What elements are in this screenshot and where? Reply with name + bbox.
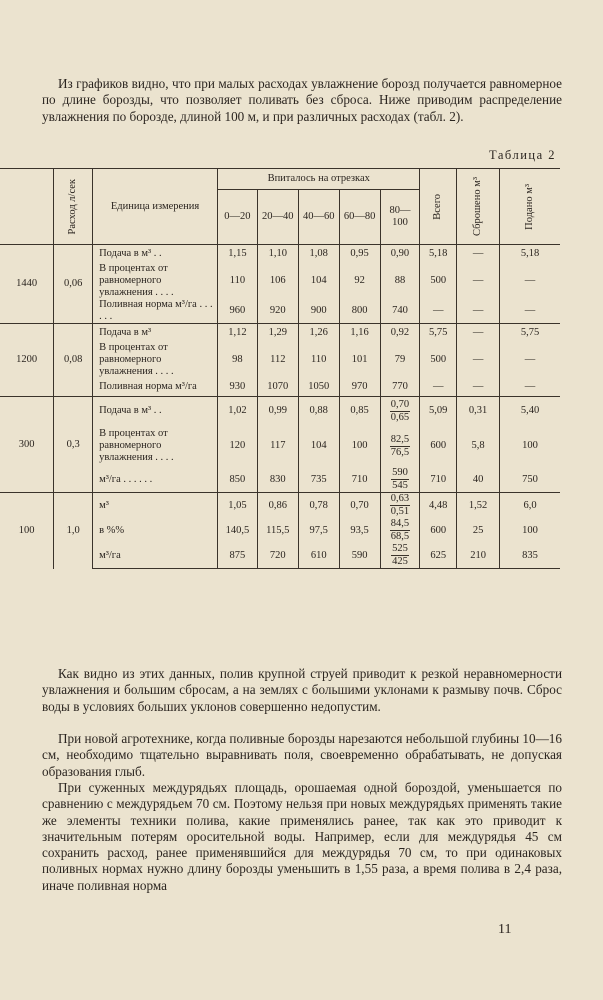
cell-value: 120 [218,425,258,467]
cell-value: 1,10 [257,245,298,264]
cell-supplied: 5,40 [500,397,560,426]
cell-total: 625 [420,543,457,569]
cell-supplied: — [500,378,560,397]
cell-value: 0,99 [257,397,298,426]
table-row [0,493,560,519]
cell-total: 4,48 [420,493,457,519]
cell-value: 112 [257,342,298,378]
cell-value: 1,08 [298,245,339,264]
cell-value: 740 [380,299,420,324]
fraction-value [390,399,410,424]
cell-value: 110 [298,342,339,378]
cell-total: — [420,299,457,324]
cell-unit-label: В процентах от равномерного увлажнения . . . . [93,263,218,299]
fraction-bottom: 425 [392,556,408,567]
cell-unit-label: Поливная норма м³/га . . . . . . [93,299,218,324]
cell-value: 1050 [298,378,339,397]
cell-value: 1,02 [218,397,258,426]
cell-value: 590 [339,543,380,569]
cell-value: 735 [298,467,339,493]
page-number: 11 [498,922,512,937]
cell-dumped: 1,52 [457,493,500,519]
cell-supplied: 5,18 [500,245,560,264]
table-row [0,245,560,264]
table-wrapper [0,168,560,569]
cell-value: 0,92 [380,324,420,343]
fraction-value [391,467,409,492]
cell-value: 117 [257,425,298,467]
cell-dumped: — [457,263,500,299]
cell-unit-label: м³ [93,493,218,519]
cell-value: 1,16 [339,324,380,343]
cell-flow: 1,0 [54,493,93,569]
cell-value: 610 [298,543,339,569]
fraction-bottom: 545 [392,480,408,491]
cell-dumped: 5,8 [457,425,500,467]
header-supplied: Подано м³ [500,169,560,245]
header-dumped: Сброшено м³ [457,169,500,245]
cell-value: 875 [218,543,258,569]
cell-value: 93,5 [339,518,380,543]
table-body [0,245,560,569]
cell-supplied: 100 [500,425,560,467]
cell-fraction [380,493,420,519]
cell-value: 0,90 [380,245,420,264]
cell-value: 800 [339,299,380,324]
cell-supplied: — [500,263,560,299]
cell-total: 5,09 [420,397,457,426]
cell-value: 1,15 [218,245,258,264]
cell-dumped: 210 [457,543,500,569]
cell-flow: 0,3 [54,397,93,493]
cell-value: 115,5 [257,518,298,543]
cell-supplied: 100 [500,518,560,543]
cell-unit-label: Подача в м³ . . [93,397,218,426]
cell-value: 900 [298,299,339,324]
cell-value: 79 [380,342,420,378]
cell-dumped: — [457,245,500,264]
cell-value: 0,95 [339,245,380,264]
cell-value: 1,26 [298,324,339,343]
cell-total: 710 [420,467,457,493]
table-row [0,324,560,343]
cell-dumped: — [457,324,500,343]
header-segment: 80—100 [380,190,420,245]
header-segment: 20—40 [257,190,298,245]
cell-value: 0,86 [257,493,298,519]
header-segment: 40—60 [298,190,339,245]
table-caption: Таблица 2 [489,148,556,162]
cell-value: 970 [339,378,380,397]
cell-value: 1,29 [257,324,298,343]
cell-length: 300 [0,397,54,493]
cell-value: 1070 [257,378,298,397]
cell-unit-label: м³/га [93,543,218,569]
fraction-value [390,518,410,543]
paragraph-3: При новой агротехнике, когда поливные борозды нарезаются небольшой глубины 10—16 см, необходимо тщательно выравнивать поля, своевременно обрабатывать, не допуская образования глыб. [42,731,562,779]
cell-value: 720 [257,543,298,569]
cell-unit-label: в %% [93,518,218,543]
cell-value: 830 [257,467,298,493]
cell-value: 1,05 [218,493,258,519]
cell-flow: 0,08 [54,324,93,397]
cell-dumped: — [457,378,500,397]
cell-flow: 0,06 [54,245,93,324]
cell-value: 110 [218,263,258,299]
header-unit: Единица измерения [93,169,218,245]
cell-fraction [380,397,420,426]
cell-value: 106 [257,263,298,299]
cell-value: 920 [257,299,298,324]
cell-dumped: — [457,342,500,378]
cell-value: 0,85 [339,397,380,426]
cell-value: 0,70 [339,493,380,519]
cell-value: 710 [339,467,380,493]
cell-fraction [380,425,420,467]
cell-unit-label: В процентах от равномерного увлажнения . . . . [93,342,218,378]
cell-supplied: — [500,342,560,378]
absorption-table [0,168,560,569]
cell-value: 88 [380,263,420,299]
cell-value: 1,12 [218,324,258,343]
cell-value: 850 [218,467,258,493]
fraction-top: 84,5 [390,518,410,529]
cell-unit-label: Поливная норма м³/га [93,378,218,397]
paragraph-4: При суженных междурядьях площадь, орошаемая одной бороздой, уменьшается по сравнению с междурядьем 70 см. Поэтому нельзя при новых междурядьях применять такие же элементы техники полива, какие применялись ранее, так как это приводит к значительным потерям оросительной воды. Например, если для междурядья 45 см сохранить расход, ранее применявшийся для междурядья 70 см, то при одинаковых поливных нормах нужно длину борозды уменьшить в 1,55 раза, а время полива в 2,4 раза, иначе поливная норма [42,780,562,893]
cell-total: 600 [420,425,457,467]
cell-value: 930 [218,378,258,397]
cell-dumped: 40 [457,467,500,493]
cell-total: 600 [420,518,457,543]
cell-supplied: 750 [500,467,560,493]
cell-total: 5,18 [420,245,457,264]
header-length [0,169,54,245]
cell-total: 500 [420,342,457,378]
cell-fraction [380,518,420,543]
fraction-bottom: 0,65 [390,411,410,423]
header-absorbed: Впиталось на отрезках [218,169,420,190]
cell-value: 104 [298,263,339,299]
cell-unit-label: Подача в м³ [93,324,218,343]
cell-total: — [420,378,457,397]
cell-value: 97,5 [298,518,339,543]
fraction-top: 590 [392,467,408,478]
cell-unit-label: В процентах от равномерного увлажнения . . . . [93,425,218,467]
cell-dumped: — [457,299,500,324]
cell-value: 0,78 [298,493,339,519]
cell-supplied: — [500,299,560,324]
cell-unit-label: Подача в м³ . . [93,245,218,264]
header-flow: Расход л/сек [54,169,93,245]
cell-value: 0,88 [298,397,339,426]
cell-length: 1440 [0,245,54,324]
fraction-bottom: 0,51 [390,506,410,517]
cell-value: 92 [339,263,380,299]
fraction-top: 0,63 [390,493,410,504]
table-row [0,397,560,426]
header-total: Всего [420,169,457,245]
header-segment: 0—20 [218,190,258,245]
cell-supplied: 835 [500,543,560,569]
cell-fraction [380,543,420,569]
fraction-top: 0,70 [390,398,410,410]
cell-length: 1200 [0,324,54,397]
fraction-value [390,493,410,518]
cell-supplied: 5,75 [500,324,560,343]
cell-value: 100 [339,425,380,467]
cell-dumped: 25 [457,518,500,543]
fraction-top: 82,5 [390,433,410,445]
fraction-top: 525 [392,543,408,554]
cell-value: 104 [298,425,339,467]
cell-value: 101 [339,342,380,378]
cell-dumped: 0,31 [457,397,500,426]
fraction-value [390,434,410,459]
fraction-value [391,543,409,568]
fraction-bottom: 76,5 [390,446,410,458]
cell-supplied: 6,0 [500,493,560,519]
cell-value: 770 [380,378,420,397]
header-segment: 60—80 [339,190,380,245]
paragraph-2: Как видно из этих данных, полив крупной струей приводит к резкой неравномерности увлажнения и большим сбросам, а на землях с большими уклонами к размыву почв. Сброс воды в условиях больших уклонов совершенно недопустим. [42,666,562,714]
cell-value: 98 [218,342,258,378]
cell-fraction [380,467,420,493]
cell-value: 140,5 [218,518,258,543]
cell-total: 500 [420,263,457,299]
intro-paragraph: Из графиков видно, что при малых расходах увлажнение борозд получается равномерное по длине борозды, что позволяет поливать без сброса. Ниже приводим распределение увлажнения по борозде, длиной 100 м, и при различных расходах (табл. 2). [42,76,562,124]
cell-length: 100 [0,493,54,569]
fraction-bottom: 68,5 [390,531,410,542]
cell-total: 5,75 [420,324,457,343]
cell-unit-label: м³/га . . . . . . [93,467,218,493]
cell-value: 960 [218,299,258,324]
